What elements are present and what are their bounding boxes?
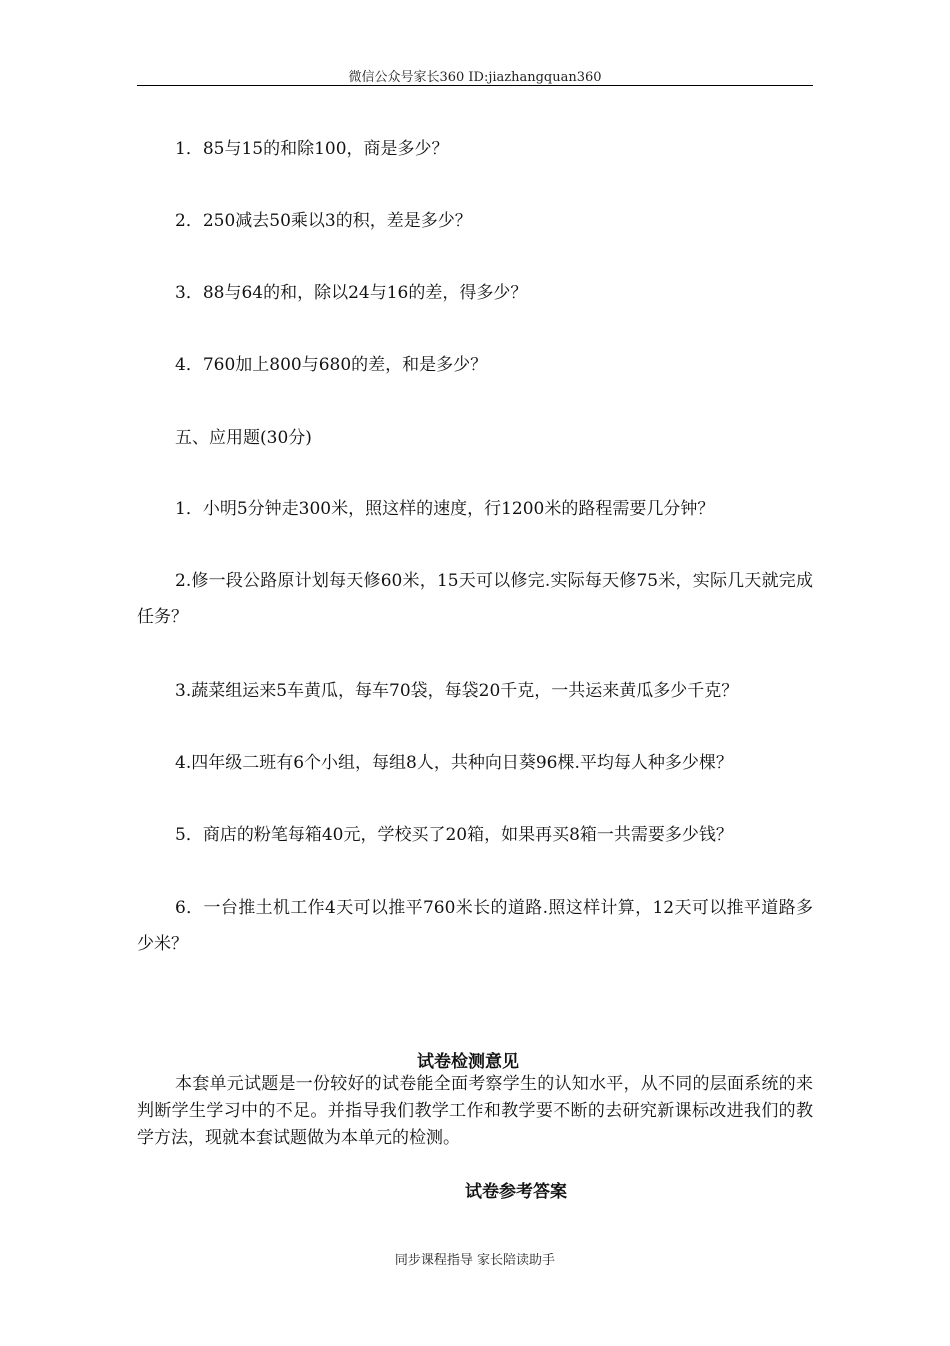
word-problem-3: 3.蔬菜组运来5车黄瓜，每车70袋，每袋20千克，一共运来黄瓜多少千克？ [175,681,739,701]
answers-title: 试卷参考答案 [465,1182,567,1202]
word-problem-6: 6．一台推土机工作4天可以推平760米长的道路.照这样计算，12天可以推平道路多少米？ [137,898,813,954]
calc-question-1: 1．85与15的和除100，商是多少？ [175,139,449,159]
calc-question-3: 3．88与64的和，除以24与16的差，得多少？ [175,283,528,303]
word-problem-5: 5．商店的粉笔每箱40元，学校买了20箱，如果再买8箱一共需要多少钱？ [175,825,733,845]
word-problem-4: 4.四年级二班有6个小组，每组8人，共种向日葵96棵.平均每人种多少棵？ [175,753,733,773]
page-header: 微信公众号家长360 ID:jiazhangquan360 [348,70,602,85]
word-problem-1: 1．小明5分钟走300米，照这样的速度，行1200米的路程需要几分钟？ [175,499,715,519]
review-body: 本套单元试题是一份较好的试卷能全面考察学生的认知水平，从不同的层面系统的来判断学生学习中的不足。并指导我们教学工作和教学要不断的去研究新课标改进我们的教学方法，现就本套试题做为本单元的检测。 [137,1074,813,1148]
calc-question-2: 2．250减去50乘以3的积，差是多少？ [175,211,472,231]
review-title: 试卷检测意见 [417,1052,519,1072]
header-divider [137,85,813,86]
section-5-title: 五、应用题(30分) [175,428,312,448]
calc-question-4: 4．760加上800与680的差，和是多少？ [175,355,488,375]
word-problem-2: 2.修一段公路原计划每天修60米，15天可以修完.实际每天修75米，实际几天就完成任务？ [137,571,813,627]
page-footer: 同步课程指导 家长陪读助手 [394,1253,556,1268]
